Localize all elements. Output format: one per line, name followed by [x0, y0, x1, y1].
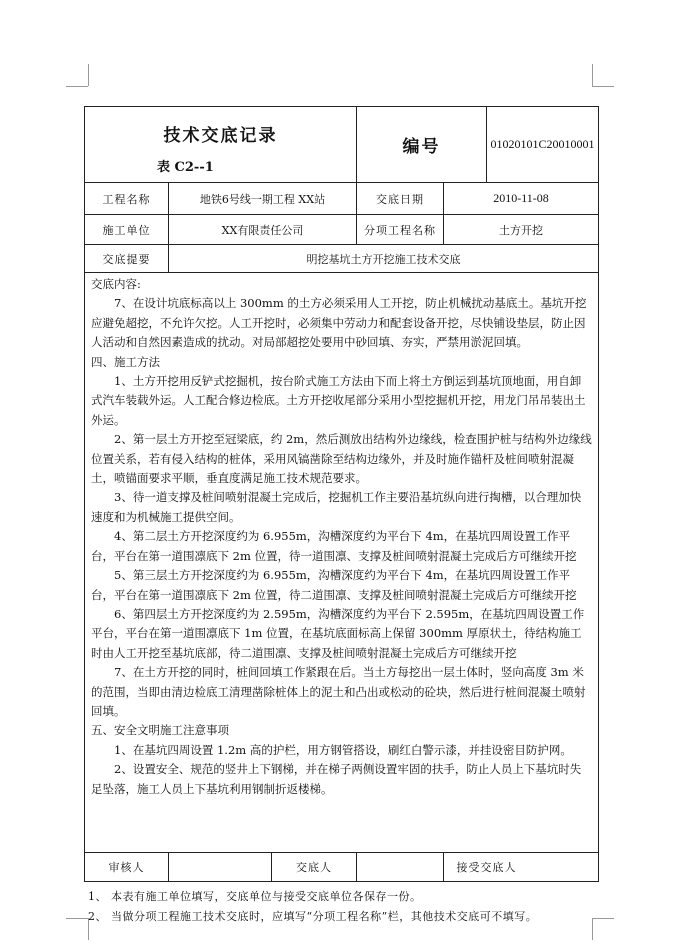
receiver-sign-cell — [456, 853, 599, 882]
form-code: 表 C2--1 — [157, 159, 214, 175]
number-value-cell — [487, 107, 599, 183]
date-value: 2010-11-08 — [493, 191, 549, 205]
number-label: 编号 — [402, 137, 441, 157]
crop-mark-tr-h — [592, 86, 614, 87]
presenter-label-cell — [272, 853, 357, 882]
footnote-2: 2、 当做分项工程施工技术交底时，应填写“分项工程名称”栏，其他技术交底可不填写。 — [88, 910, 538, 923]
content-paragraph: 6、第四层土方开挖深度约为 2.595m，沟槽深度约为平台下 2.595m，在基坑四周设置工作平台，平台在第一道围凛底下 1m 位置，在基坑底面标高上保留 300mm 厚原状土，待结构施工时由人工开挖至基坑底部，待二道围凛、支撑及桩间喷射混凝土完成后方可继续开挖 — [91, 606, 585, 660]
content-paragraph: 4、第二层土方开挖深度约为 6.955m，沟槽深度约为平台下 4m，在基坑四周设置工作平台，平台在第一道围凛底下 2m 位置，待一道围凛、支撑及桩间喷射混凝土完成后方可继续开挖 — [91, 529, 577, 563]
crop-mark-bl-h — [66, 918, 88, 919]
content-body — [91, 275, 592, 799]
content-paragraph: 1、在基坑四周设置 1.2m 高的护栏，用方钢管搭设，刷红白警示漆，并挂设密目防护网。 — [114, 742, 572, 757]
number-value: 01020101C20010001 — [490, 137, 595, 151]
crop-mark-tl-h — [66, 86, 88, 87]
summary-value: 明挖基坑土方开挖施工技术交底 — [306, 252, 461, 266]
page-title: 技术交底记录 — [163, 125, 278, 146]
content-row — [85, 273, 599, 853]
reviewer-label-cell — [85, 853, 169, 882]
footnote-1: 1、 本表有施工单位填写，交底单位与接受交底单位各保存一份。 — [88, 890, 422, 903]
unit-value: XX有限责任公司 — [221, 223, 304, 237]
content-cell — [85, 273, 599, 853]
content-paragraph: 3、待一道支撑及桩间喷射混凝土完成后，挖掘机工作主要沿基坑纵向进行掏槽，以合理加快速度和为机械施工提供空间。 — [91, 490, 582, 524]
project-name-label: 工程名称 — [102, 192, 151, 206]
section-heading: 四、施工方法 — [91, 354, 160, 369]
section-heading: 五、安全文明施工注意事项 — [91, 723, 229, 738]
summary-row — [85, 245, 599, 273]
project-row — [85, 183, 599, 215]
project-name-value: 地铁6号线一期工程 XX站 — [199, 192, 326, 206]
header-title-cell — [85, 107, 357, 183]
sub-project-label: 分项工程名称 — [364, 223, 437, 237]
unit-label: 施工单位 — [102, 223, 151, 237]
crop-mark-tr-v — [592, 64, 593, 86]
unit-row — [85, 215, 599, 245]
summary-label: 交底提要 — [102, 252, 151, 266]
receiver-label: 接受交底人 — [456, 861, 517, 874]
number-label-cell — [357, 107, 487, 183]
presenter-label: 交底人 — [296, 861, 332, 874]
content-heading: 交底内容: — [91, 277, 141, 291]
crop-mark-br-v — [592, 918, 593, 940]
reviewer-sign-cell — [169, 853, 272, 882]
presenter-sign-cell — [357, 853, 444, 882]
reviewer-label: 审核人 — [108, 861, 145, 874]
content-paragraph: 7、在设计坑底标高以上 300mm 的土方必须采用人工开挖，防止机械扰动基底土。基坑开挖应避免超挖，不允许欠挖。人工开挖时，必须集中劳动力和配套设备开挖，尽快铺设垫层，防止因人活动和自然因素造成的扰动。对局部超挖处要用中砂回填、夯实，严禁用淤泥回填。 — [91, 296, 587, 350]
sub-project-value: 土方开挖 — [499, 223, 544, 237]
content-paragraph: 2、设置安全、规范的竖井上下钢梯，并在梯子两侧设置牢固的扶手，防止人员上下基坑时失足坠落，施工人员上下基坑利用钢制折返楼梯。 — [91, 762, 582, 796]
content-paragraph: 5、第三层土方开挖深度约为 6.955m，沟槽深度约为平台下 4m，在基坑四周设置工作平台，平台在第一道围凛底下 2m 位置，待二道围凛、支撑及桩间喷射混凝土完成后方可继续开挖 — [91, 568, 577, 602]
date-label: 交底日期 — [376, 192, 425, 206]
crop-mark-br-h — [592, 918, 614, 919]
content-paragraph: 1、土方开挖用反铲式挖掘机，按台阶式施工方法由下而上将土方倒运到基坑顶地面，用自卸式汽车装载外运。人工配合修边检底。土方开挖收尾部分采用小型挖掘机开挖，用龙门吊吊装出土外运。 — [91, 374, 586, 427]
content-paragraph: 2、第一层土方开挖至冠梁底，约 2m，然后测放出结构外边缘线，检查围护桩与结构外边缘线位置关系，若有侵入结构的桩体，采用风镐凿除至结构边缘外，并及时施作锚杆及桩间喷射混凝土，喷锚面要求平顺，垂直度满足施工技术规范要求。 — [91, 432, 592, 486]
disclosure-record-table — [84, 106, 599, 882]
header-row — [85, 107, 599, 183]
signature-row — [85, 853, 599, 882]
content-paragraph: 7、在土方开挖的同时，桩间回填工作紧跟在后。当土方每挖出一层土体时，竖向高度 3m 米的范围，当即由清边检底工清理凿除桩体上的泥土和凸出或松动的砼块，然后进行桩间混凝土喷射回填。 — [91, 665, 586, 718]
crop-mark-tl-v — [88, 64, 89, 86]
